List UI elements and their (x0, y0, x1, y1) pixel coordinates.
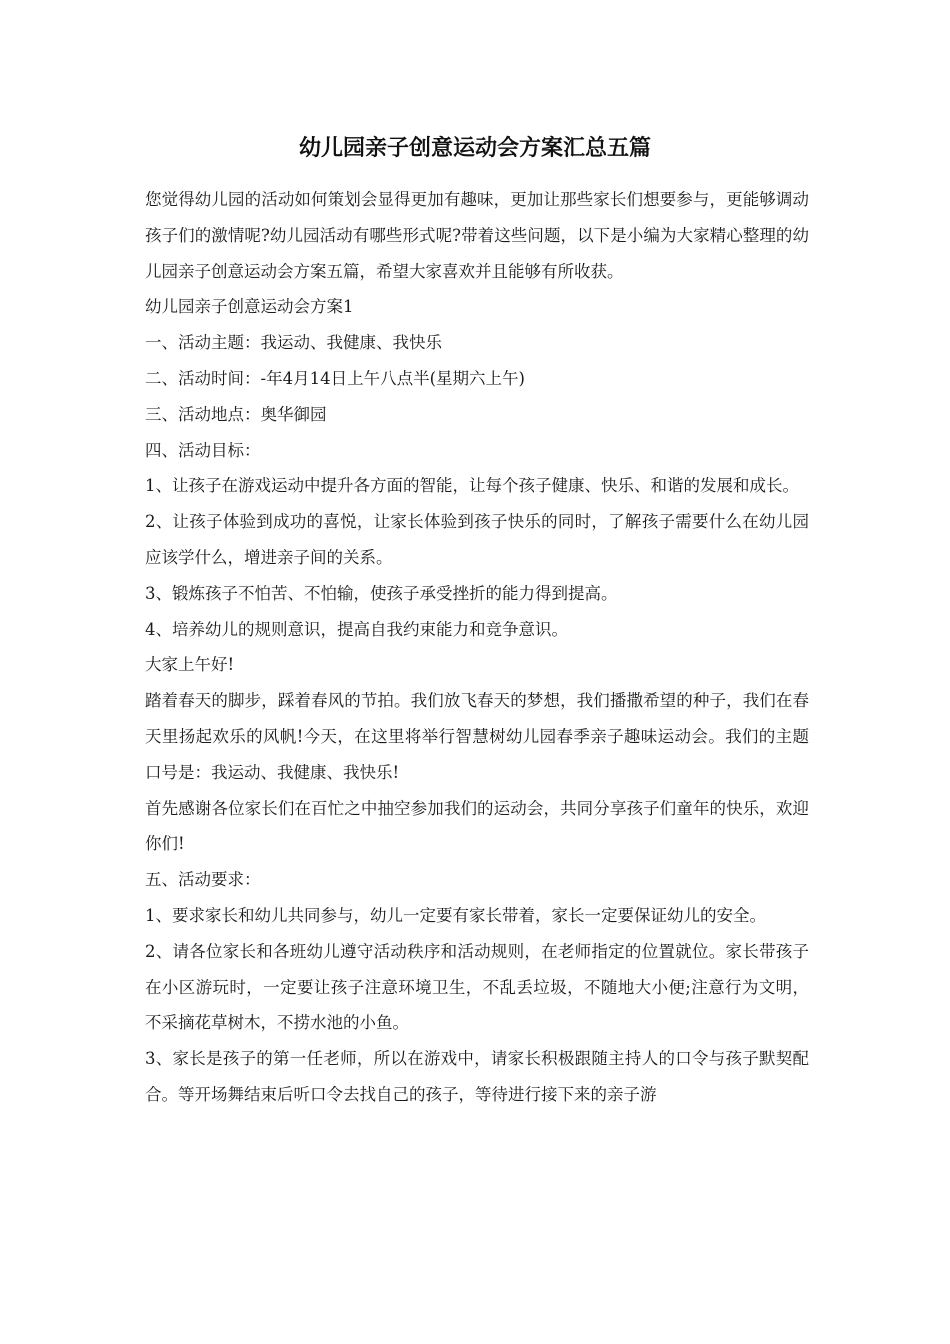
paragraph-speech: 踏着春天的脚步，踩着春风的节拍。我们放飞春天的梦想，我们播撒希望的种子，我们在春天里扬起欢乐的风帆!今天，在这里将举行智慧树幼儿园春季亲子趣味运动会。我们的主题口号是：我运动、我健康、我快乐! (145, 691, 809, 782)
paragraph-requirement-3: 3、家长是孩子的第一任老师，所以在游戏中，请家长积极跟随主持人的口令与孩子默契配合。等开场舞结束后听口令去找自己的孩子，等待进行接下来的亲子游 (145, 1049, 809, 1104)
paragraph-location: 三、活动地点：奥华御园 (145, 404, 327, 424)
paragraph-thanks: 首先感谢各位家长们在百忙之中抽空参加我们的运动会，共同分享孩子们童年的快乐，欢迎你们! (145, 798, 809, 854)
paragraph-intro: 您觉得幼儿园的活动如何策划会显得更加有趣味，更加让那些家长们想要参与，更能够调动孩子们的激情呢?幼儿园活动有哪些形式呢?带着这些问题，以下是小编为大家精心整理的幼儿园亲子创意运动会方案五篇，希望大家喜欢并且能够有所收获。 (145, 190, 809, 281)
document-title: 幼儿园亲子创意运动会方案汇总五篇 (298, 136, 651, 161)
paragraph-goal-2: 2、让孩子体验到成功的喜悦，让家长体验到孩子快乐的同时，了解孩子需要什么在幼儿园应该学什么，增进亲子间的关系。 (145, 512, 809, 567)
paragraph-requirement-2: 2、请各位家长和各班幼儿遵守活动秩序和活动规则，在老师指定的位置就位。家长带孩子在小区游玩时，一定要让孩子注意环境卫生，不乱丢垃圾，不随地大小便;注意行为文明，不采摘花草树木，不捞水池的小鱼。 (145, 941, 809, 1033)
paragraph-goal-1: 1、让孩子在游戏运动中提升各方面的智能，让每个孩子健康、快乐、和谐的发展和成长。 (145, 476, 799, 496)
paragraph-goal-4: 4、培养幼儿的规则意识，提高自我约束能力和竞争意识。 (145, 619, 568, 639)
paragraph-greeting: 大家上午好! (145, 655, 235, 675)
paragraph-requirement-1: 1、要求家长和幼儿共同参与，幼儿一定要有家长带着，家长一定要保证幼儿的安全。 (145, 905, 766, 925)
paragraph-plan-heading: 幼儿园亲子创意运动会方案1 (145, 297, 354, 317)
paragraph-requirements-heading: 五、活动要求： (145, 870, 261, 890)
paragraph-goals-heading: 四、活动目标： (145, 440, 261, 460)
paragraph-goal-3: 3、锻炼孩子不怕苦、不怕输，使孩子承受挫折的能力得到提高。 (145, 583, 618, 603)
paragraph-time: 二、活动时间：-年4月14日上午八点半(星期六上午) (145, 368, 525, 388)
document-body (145, 182, 809, 1113)
paragraph-theme: 一、活动主题：我运动、我健康、我快乐 (145, 333, 442, 353)
